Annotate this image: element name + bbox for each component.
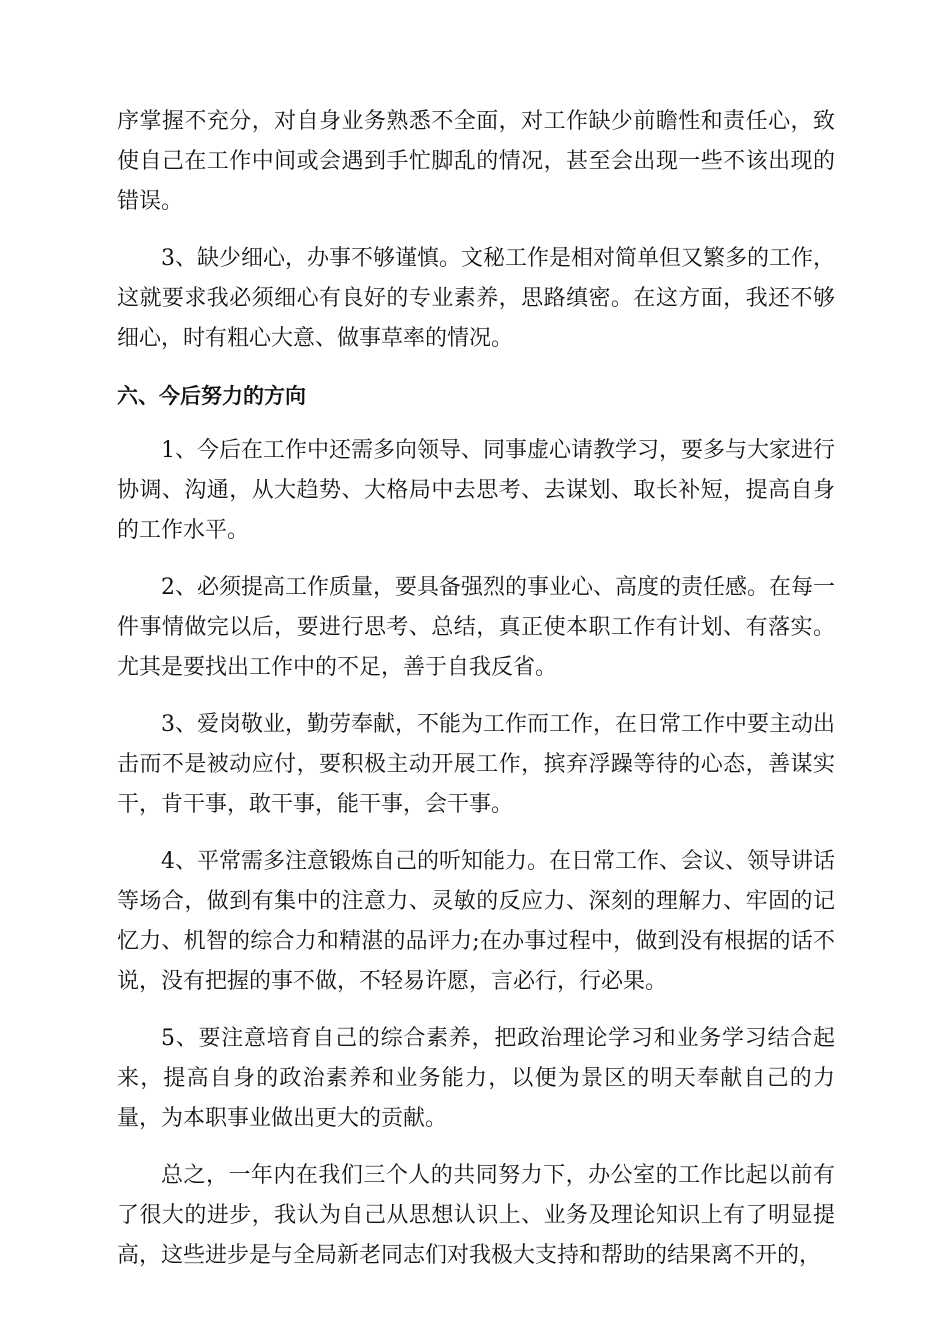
direction-item-5: 5、要注意培育自己的综合素养，把政治理论学习和业务学习结合起来，提高自身的政治素养和业务能力，以便为景区的明天奉献自己的力量，为本职事业做出更大的贡献。: [117, 1026, 835, 1131]
paragraph-conclusion: 总之，一年内在我们三个人的共同努力下，办公室的工作比起以前有了很大的进步，我认为自己从思想认识上、业务及理论知识上有了明显提高，这些进步是与全局新老同志们对我极大支持和帮助的结果离不开的，: [117, 1163, 835, 1268]
direction-item-2: 2、必须提高工作质量，要具备强烈的事业心、高度的责任感。在每一件事情做完以后，要进行思考、总结，真正使本职工作有计划、有落实。尤其是要找出工作中的不足，善于自我反省。: [117, 575, 835, 680]
direction-item-3: 3、爱岗敬业，勤劳奉献，不能为工作而工作，在日常工作中要主动出击而不是被动应付，要积极主动开展工作，摈弃浮躁等待的心态，善谋实干，肯干事，敢干事，能干事，会干事。: [117, 712, 835, 817]
direction-item-1: 1、今后在工作中还需多向领导、同事虚心请教学习，要多与大家进行协调、沟通，从大趋势、大格局中去思考、去谋划、取长补短，提高自身的工作水平。: [117, 438, 835, 543]
document-body: [117, 102, 835, 1293]
section-heading-future-direction: 六、今后努力的方向: [117, 384, 306, 408]
paragraph-shortcoming-3-carefulness: 3、缺少细心，办事不够谨慎。文秘工作是相对简单但又繁多的工作，这就要求我必须细心有良好的专业素养，思路缜密。在这方面，我还不够细心，时有粗心大意、做事草率的情况。: [117, 246, 835, 351]
direction-item-4: 4、平常需多注意锻炼自己的听知能力。在日常工作、会议、领导讲话等场合，做到有集中的注意力、灵敏的反应力、深刻的理解力、牢固的记忆力、机智的综合力和精湛的品评力;在办事过程中，做到没有根据的话不说，没有把握的事不做，不轻易许愿，言必行，行必果。: [117, 849, 835, 994]
paragraph-continued-shortcomings: 序掌握不充分，对自身业务熟悉不全面，对工作缺少前瞻性和责任心，致使自己在工作中间或会遇到手忙脚乱的情况，甚至会出现一些不该出现的错误。: [117, 109, 835, 214]
